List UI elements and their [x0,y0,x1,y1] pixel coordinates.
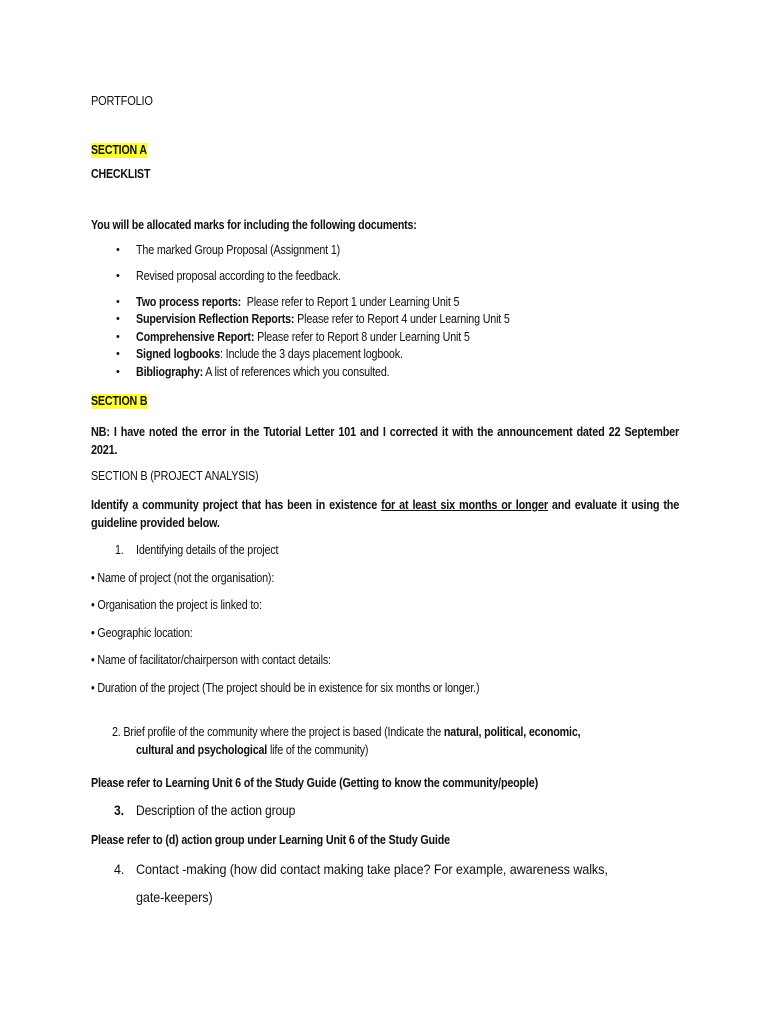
list-item: Revised proposal according to the feedback. [136,269,341,283]
section-b-heading: SECTION B [91,394,148,408]
bullet-marker: • [116,244,120,256]
list-item: The marked Group Proposal (Assignment 1) [136,243,341,257]
bullet-marker: • [116,331,120,343]
list-item: • Organisation the project is linked to: [91,598,262,612]
item-2-line-2: cultural and psychological life of the community) [136,743,369,757]
bullet-marker: • [116,313,120,325]
item-3-text: Description of the action group [136,803,296,818]
list-item: Two process reports: Please refer to Report 1 under Learning Unit 5 [136,295,460,309]
item-4-line-2: gate-keepers) [136,889,213,905]
item-4-line-1: Contact -making (how did contact making take place? For example, awareness walks, [136,861,608,877]
item-4-number: 4. [114,861,125,877]
ref-unit-6: Please refer to Learning Unit 6 of the Study Guide (Getting to know the community/people) [91,776,538,790]
item-1-text: Identifying details of the project [136,543,279,557]
section-a-heading: SECTION A [91,143,147,157]
marks-intro: You will be allocated marks for including the following documents: [91,218,417,232]
list-item: Comprehensive Report: Please refer to Report 8 under Learning Unit 5 [136,330,470,344]
checklist-heading: CHECKLIST [91,167,151,181]
ref-action-group: Please refer to (d) action group under Learning Unit 6 of the Study Guide [91,833,450,847]
list-item: • Duration of the project (The project should be in existence for six months or longer.) [91,681,480,695]
section-b-title: SECTION B (PROJECT ANALYSIS) [91,469,259,483]
list-item: Bibliography: A list of references which you consulted. [136,365,390,379]
item-3-number: 3. [114,803,124,818]
list-item: • Name of facilitator/chairperson with contact details: [91,653,331,667]
list-item: • Name of project (not the organisation): [91,571,275,585]
nb-paragraph: NB: I have noted the error in the Tutorial Letter 101 and I corrected it with the announcement dated 22 September 2021. [91,425,680,457]
bullet-marker: • [116,296,120,308]
bullet-marker: • [116,270,120,282]
list-item: Signed logbooks: Include the 3 days placement logbook. [136,347,403,361]
item-1-number: 1. [115,543,124,557]
identify-paragraph: Identify a community project that has been in existence for at least six months or longer and evaluate it using the guideline provided below. [91,498,680,530]
item-2-line-1: 2. Brief profile of the community where the project is based (Indicate the natural, political, economic, [112,725,581,739]
list-item: Supervision Reflection Reports: Please refer to Report 4 under Learning Unit 5 [136,312,510,326]
bullet-marker: • [116,366,120,378]
portfolio-heading: PORTFOLIO [91,94,153,108]
bullet-marker: • [116,348,120,360]
list-item: • Geographic location: [91,626,193,640]
